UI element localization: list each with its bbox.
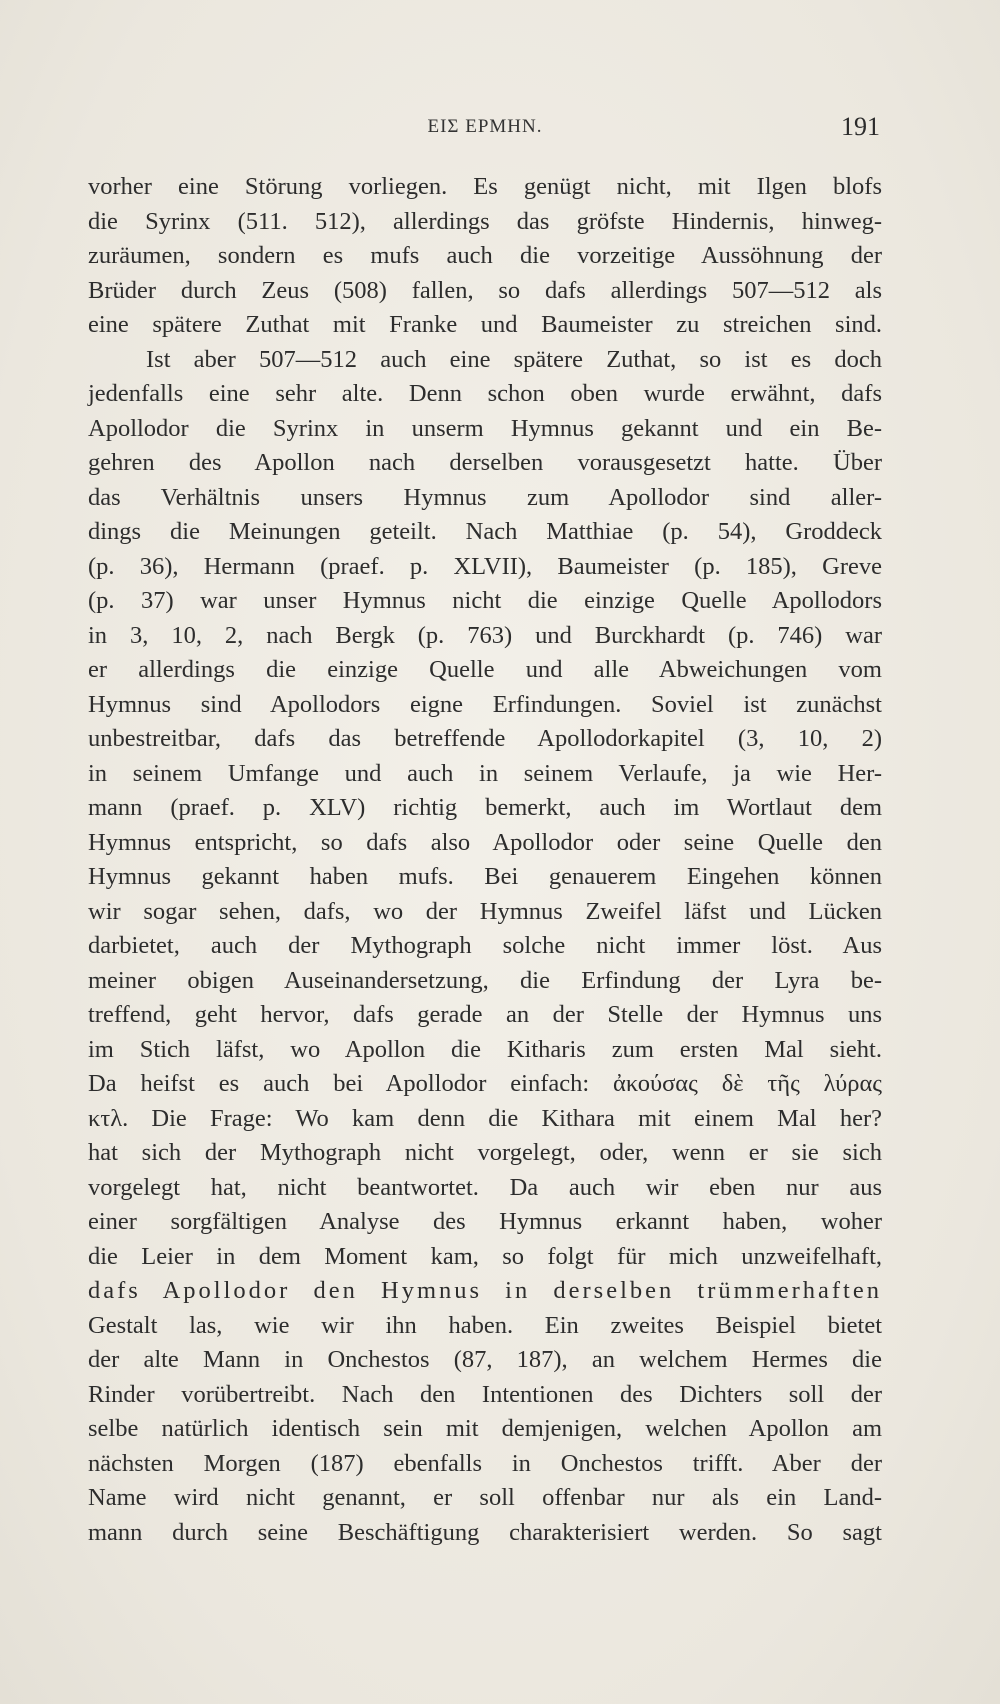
page-number: 191 [841, 112, 880, 141]
text-line: Rinder vorübertreibt. Nach den Intentionen des Dichters soll der [88, 1380, 882, 1408]
text-line: eine spätere Zuthat mit Franke und Baumeister zu streichen sind. [88, 311, 882, 338]
text-line: im Stich läfst, wo Apollon die Kitharis zum ersten Mal sieht. [88, 1035, 882, 1063]
text-line: mann durch seine Beschäftigung charakterisiert werden. So sagt [88, 1518, 882, 1546]
text-line: meiner obigen Auseinandersetzung, die Erfindung der Lyra be- [88, 966, 882, 994]
text-line: Da heifst es auch bei Apollodor einfach: ἀκούσας δὲ τῆς λύρας [88, 1070, 882, 1097]
text-line: mann (praef. p. XLV) richtig bemerkt, auch im Wortlaut dem [88, 794, 882, 821]
running-title: ΕΙΣ ΕΡΜΗΝ. [427, 116, 543, 137]
text-line: unbestreitbar, dafs das betreffende Apollodorkapitel (3, 10, 2) [88, 725, 882, 752]
text-line: das Verhältnis unsers Hymnus zum Apollodor sind aller- [88, 483, 882, 511]
text-line: Hymnus sind Apollodors eigne Erfindungen. Soviel ist zunächst [88, 690, 882, 718]
text-line: zuräumen, sondern es mufs auch die vorzeitige Aussöhnung der [88, 242, 882, 269]
text-line: in 3, 10, 2, nach Bergk (p. 763) und Burckhardt (p. 746) war [88, 621, 882, 649]
text-line: dafs Apollodor den Hymnus in derselben trümmerhaften [88, 1277, 882, 1304]
text-line: einer sorgfältigen Analyse des Hymnus erkannt haben, woher [88, 1208, 882, 1235]
text-line: er allerdings die einzige Quelle und alle Abweichungen vom [88, 656, 882, 683]
text-line: (p. 37) war unser Hymnus nicht die einzige Quelle Apollodors [88, 587, 882, 614]
text-line: gehren des Apollon nach derselben vorausgesetzt hatte. Über [88, 449, 882, 476]
text-line: die Leier in dem Moment kam, so folgt für mich unzweifelhaft, [88, 1242, 882, 1270]
text-line: der alte Mann in Onchestos (87, 187), an welchem Hermes die [88, 1346, 882, 1373]
text-line: nächsten Morgen (187) ebenfalls in Onchestos trifft. Aber der [88, 1449, 882, 1477]
page-header [90, 112, 880, 152]
text-line: κτλ. Die Frage: Wo kam denn die Kithara mit einem Mal her? [88, 1104, 882, 1132]
text-line: Hymnus gekannt haben mufs. Bei genauerem Eingehen können [88, 863, 882, 890]
text-line: vorher eine Störung vorliegen. Es genügt nicht, mit Ilgen blofs [88, 173, 882, 200]
text-line: hat sich der Mythograph nicht vorgelegt, oder, wenn er sie sich [88, 1139, 882, 1166]
text-line: dings die Meinungen geteilt. Nach Matthiae (p. 54), Groddeck [88, 518, 882, 545]
body-text [88, 170, 882, 1550]
text-line: treffend, geht hervor, dafs gerade an der Stelle der Hymnus uns [88, 1001, 882, 1028]
text-line: Name wird nicht genannt, er soll offenbar nur als ein Land- [88, 1484, 882, 1511]
text-line: (p. 36), Hermann (praef. p. XLVII), Baumeister (p. 185), Greve [88, 552, 882, 580]
text-line: in seinem Umfange und auch in seinem Verlaufe, ja wie Her- [88, 759, 882, 787]
text-line: selbe natürlich identisch sein mit demjenigen, welchen Apollon am [88, 1415, 882, 1442]
text-line: Apollodor die Syrinx in unserm Hymnus gekannt und ein Be- [88, 414, 882, 442]
text-line: Brüder durch Zeus (508) fallen, so dafs allerdings 507—512 als [88, 276, 882, 304]
text-line: wir sogar sehen, dafs, wo der Hymnus Zweifel läfst und Lücken [88, 897, 882, 925]
text-line: darbietet, auch der Mythograph solche nicht immer löst. Aus [88, 932, 882, 959]
text-line: jedenfalls eine sehr alte. Denn schon oben wurde erwähnt, dafs [88, 380, 882, 407]
text-line: Ist aber 507—512 auch eine spätere Zuthat, so ist es doch [146, 345, 882, 373]
text-line: die Syrinx (511. 512), allerdings das gröfste Hindernis, hinweg- [88, 207, 882, 235]
text-line: Gestalt las, wie wir ihn haben. Ein zweites Beispiel bietet [88, 1311, 882, 1339]
text-line: Hymnus entspricht, so dafs also Apollodor oder seine Quelle den [88, 828, 882, 856]
text-line: vorgelegt hat, nicht beantwortet. Da auch wir eben nur aus [88, 1173, 882, 1201]
